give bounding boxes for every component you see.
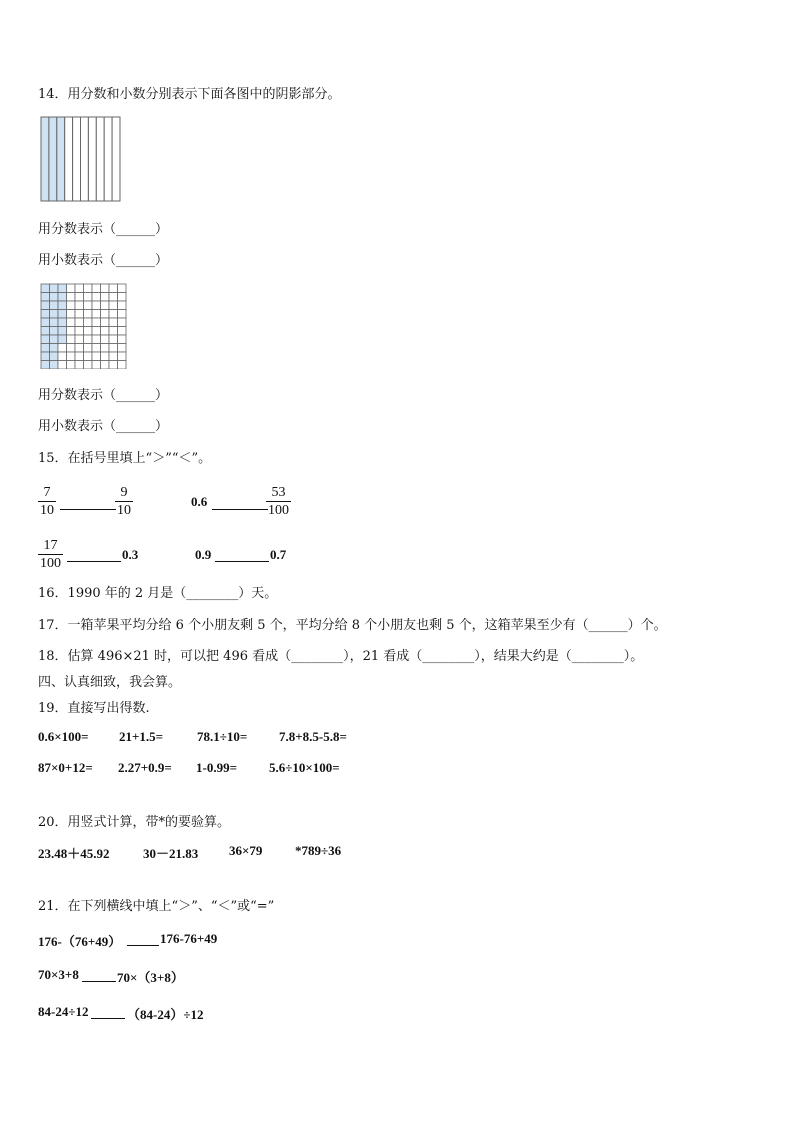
shaded-cell bbox=[50, 327, 59, 336]
blank-cell bbox=[75, 361, 84, 370]
q19-item: 87×0+12= bbox=[38, 760, 93, 775]
blank-cell bbox=[84, 284, 93, 293]
shaded-cell bbox=[50, 318, 59, 327]
q20-item: *789÷36 bbox=[295, 843, 342, 858]
shaded-cell bbox=[58, 318, 67, 327]
shaded-column bbox=[49, 117, 57, 201]
blank-cell bbox=[109, 284, 118, 293]
blank-cell bbox=[109, 301, 118, 310]
q21-right-expr: 176-76+49 bbox=[160, 931, 218, 946]
blank-cell bbox=[101, 293, 110, 302]
blank-cell bbox=[67, 344, 76, 353]
shaded-cell bbox=[50, 293, 59, 302]
blank-cell bbox=[67, 361, 76, 370]
blank-cell bbox=[109, 344, 118, 353]
q19-item: 5.6÷10×100= bbox=[269, 760, 340, 775]
q19-item: 7.8+8.5-5.8= bbox=[279, 729, 347, 744]
q19-item: 78.1÷10= bbox=[197, 729, 248, 744]
q17-text: 17．一箱苹果平均分给 6 个小朋友剩 5 个，平均分给 8 个小朋友也剩 5 个，这箱苹果至少有（______）个。 bbox=[38, 618, 667, 633]
q20-item: 36×79 bbox=[229, 843, 263, 858]
blank-cell bbox=[101, 284, 110, 293]
shaded-cell bbox=[50, 301, 59, 310]
fraction-7-10 bbox=[38, 484, 56, 519]
q21-left-expr: 176-（76+49） bbox=[38, 934, 122, 949]
q21-title: 21．在下列横线中填上“＞”、“＜”或“=” bbox=[38, 899, 275, 914]
blank-cell bbox=[84, 293, 93, 302]
blank-cell bbox=[67, 352, 76, 361]
denominator: 100 bbox=[268, 503, 289, 518]
blank-cell bbox=[75, 344, 84, 353]
value-0-7: 0.7 bbox=[270, 547, 287, 562]
blank-cell bbox=[118, 284, 127, 293]
blank-column bbox=[88, 117, 96, 201]
shaded-cell bbox=[50, 310, 59, 319]
blank-cell bbox=[84, 301, 93, 310]
q19-title: 19．直接写出得数. bbox=[38, 701, 150, 716]
q20-item: 30－21.83 bbox=[143, 846, 199, 861]
shaded-cell bbox=[41, 344, 50, 353]
q14-fig2-decimal-prompt: 用小数表示（______） bbox=[38, 419, 169, 434]
shaded-cell bbox=[58, 301, 67, 310]
answer-blank[interactable] bbox=[91, 1018, 125, 1019]
blank-cell bbox=[84, 327, 93, 336]
denominator: 10 bbox=[117, 503, 131, 518]
blank-cell bbox=[118, 335, 127, 344]
shaded-cell bbox=[41, 284, 50, 293]
shaded-cell bbox=[41, 301, 50, 310]
blank-cell bbox=[75, 301, 84, 310]
answer-blank[interactable] bbox=[67, 561, 121, 562]
blank-cell bbox=[101, 318, 110, 327]
blank-cell bbox=[109, 327, 118, 336]
blank-cell bbox=[75, 352, 84, 361]
numerator: 9 bbox=[120, 485, 128, 500]
blank-cell bbox=[92, 335, 101, 344]
blank-column bbox=[73, 117, 81, 201]
answer-blank[interactable] bbox=[212, 509, 268, 510]
denominator: 10 bbox=[40, 503, 54, 518]
numerator: 7 bbox=[43, 485, 51, 500]
q16-text: 16．1990 年的 2 月是（________）天。 bbox=[38, 586, 278, 601]
blank-cell bbox=[109, 361, 118, 370]
shaded-cell bbox=[50, 352, 59, 361]
blank-cell bbox=[109, 318, 118, 327]
blank-cell bbox=[118, 293, 127, 302]
blank-cell bbox=[118, 301, 127, 310]
shaded-cell bbox=[58, 335, 67, 344]
shaded-cell bbox=[58, 310, 67, 319]
blank-cell bbox=[109, 335, 118, 344]
blank-cell bbox=[84, 335, 93, 344]
shaded-cell bbox=[50, 335, 59, 344]
blank-column bbox=[65, 117, 73, 201]
shaded-cell bbox=[41, 318, 50, 327]
blank-cell bbox=[101, 301, 110, 310]
fraction-9-10 bbox=[115, 484, 133, 519]
blank-cell bbox=[75, 293, 84, 302]
blank-cell bbox=[118, 352, 127, 361]
blank-cell bbox=[58, 344, 67, 353]
blank-cell bbox=[92, 293, 101, 302]
q14-title: 14．用分数和小数分别表示下面各图中的阴影部分。 bbox=[38, 87, 341, 102]
blank-cell bbox=[84, 344, 93, 353]
value-0-9: 0.9 bbox=[195, 547, 212, 562]
blank-cell bbox=[92, 310, 101, 319]
q20-item: 23.48＋45.92 bbox=[38, 846, 110, 861]
shaded-column bbox=[41, 117, 49, 201]
q15-title: 15．在括号里填上“＞”“＜”。 bbox=[38, 451, 212, 466]
q18-text: 18．估算 496×21 时，可以把 496 看成（________），21 看成（________），结果大约是（________）。 bbox=[38, 649, 644, 664]
fraction-53-100 bbox=[266, 484, 291, 519]
blank-cell bbox=[92, 327, 101, 336]
blank-cell bbox=[92, 284, 101, 293]
blank-cell bbox=[92, 361, 101, 370]
numerator: 17 bbox=[43, 538, 58, 553]
blank-cell bbox=[75, 284, 84, 293]
blank-column bbox=[112, 117, 120, 201]
blank-cell bbox=[67, 335, 76, 344]
blank-cell bbox=[109, 310, 118, 319]
q14-fig2-fraction-prompt: 用分数表示（______） bbox=[38, 388, 169, 403]
blank-cell bbox=[84, 318, 93, 327]
q19-item: 0.6×100= bbox=[38, 729, 89, 744]
shaded-cell bbox=[41, 327, 50, 336]
blank-cell bbox=[67, 293, 76, 302]
shaded-cell bbox=[50, 344, 59, 353]
shaded-cell bbox=[41, 352, 50, 361]
shaded-cell bbox=[50, 361, 59, 370]
blank-cell bbox=[101, 361, 110, 370]
blank-cell bbox=[101, 352, 110, 361]
answer-blank[interactable] bbox=[82, 981, 116, 982]
blank-cell bbox=[75, 310, 84, 319]
shaded-cell bbox=[41, 310, 50, 319]
blank-cell bbox=[92, 318, 101, 327]
blank-cell bbox=[84, 352, 93, 361]
strip-figure bbox=[40, 116, 122, 202]
shaded-cell bbox=[41, 361, 50, 370]
shaded-cell bbox=[41, 293, 50, 302]
blank-cell bbox=[118, 318, 127, 327]
blank-cell bbox=[101, 327, 110, 336]
blank-cell bbox=[109, 352, 118, 361]
q21-right-expr: 70×（3+8） bbox=[117, 970, 184, 985]
fraction-17-100 bbox=[38, 537, 63, 572]
blank-cell bbox=[67, 310, 76, 319]
q21-left-expr: 70×3+8 bbox=[38, 967, 79, 982]
denominator: 100 bbox=[40, 556, 61, 571]
answer-blank[interactable] bbox=[127, 945, 159, 946]
q19-item: 1-0.99= bbox=[196, 760, 237, 775]
blank-cell bbox=[67, 301, 76, 310]
blank-cell bbox=[118, 361, 127, 370]
section-heading: 四、认真细致，我会算。 bbox=[38, 675, 182, 690]
blank-cell bbox=[58, 361, 67, 370]
blank-cell bbox=[101, 344, 110, 353]
q20-title: 20．用竖式计算，带*的要验算。 bbox=[38, 815, 231, 830]
blank-cell bbox=[92, 344, 101, 353]
q21-left-expr: 84-24÷12 bbox=[38, 1004, 89, 1019]
blank-cell bbox=[109, 293, 118, 302]
shaded-cell bbox=[58, 284, 67, 293]
shaded-cell bbox=[58, 293, 67, 302]
blank-cell bbox=[84, 361, 93, 370]
shaded-cell bbox=[50, 284, 59, 293]
answer-blank[interactable] bbox=[60, 509, 116, 510]
blank-cell bbox=[67, 284, 76, 293]
shaded-column bbox=[57, 117, 65, 201]
q21-right-expr: （84-24）÷12 bbox=[127, 1007, 204, 1022]
answer-blank[interactable] bbox=[215, 561, 269, 562]
blank-cell bbox=[84, 310, 93, 319]
q14-fig1-decimal-prompt: 用小数表示（______） bbox=[38, 253, 169, 268]
shaded-cell bbox=[41, 335, 50, 344]
blank-cell bbox=[75, 327, 84, 336]
blank-cell bbox=[75, 335, 84, 344]
blank-cell bbox=[92, 301, 101, 310]
blank-cell bbox=[67, 318, 76, 327]
blank-cell bbox=[67, 327, 76, 336]
blank-cell bbox=[118, 344, 127, 353]
blank-cell bbox=[92, 352, 101, 361]
hundred-grid-figure bbox=[40, 283, 128, 369]
numerator: 53 bbox=[271, 485, 286, 500]
blank-column bbox=[104, 117, 112, 201]
q14-fig1-fraction-prompt: 用分数表示（______） bbox=[38, 222, 169, 237]
blank-cell bbox=[118, 310, 127, 319]
shaded-cell bbox=[58, 327, 67, 336]
blank-column bbox=[96, 117, 104, 201]
blank-cell bbox=[75, 318, 84, 327]
blank-cell bbox=[118, 327, 127, 336]
value-0-6: 0.6 bbox=[191, 494, 208, 509]
blank-cell bbox=[101, 335, 110, 344]
blank-column bbox=[81, 117, 89, 201]
blank-cell bbox=[58, 352, 67, 361]
blank-cell bbox=[101, 310, 110, 319]
q19-item: 2.27+0.9= bbox=[118, 760, 172, 775]
value-0-3: 0.3 bbox=[122, 547, 139, 562]
q19-item: 21+1.5= bbox=[119, 729, 164, 744]
